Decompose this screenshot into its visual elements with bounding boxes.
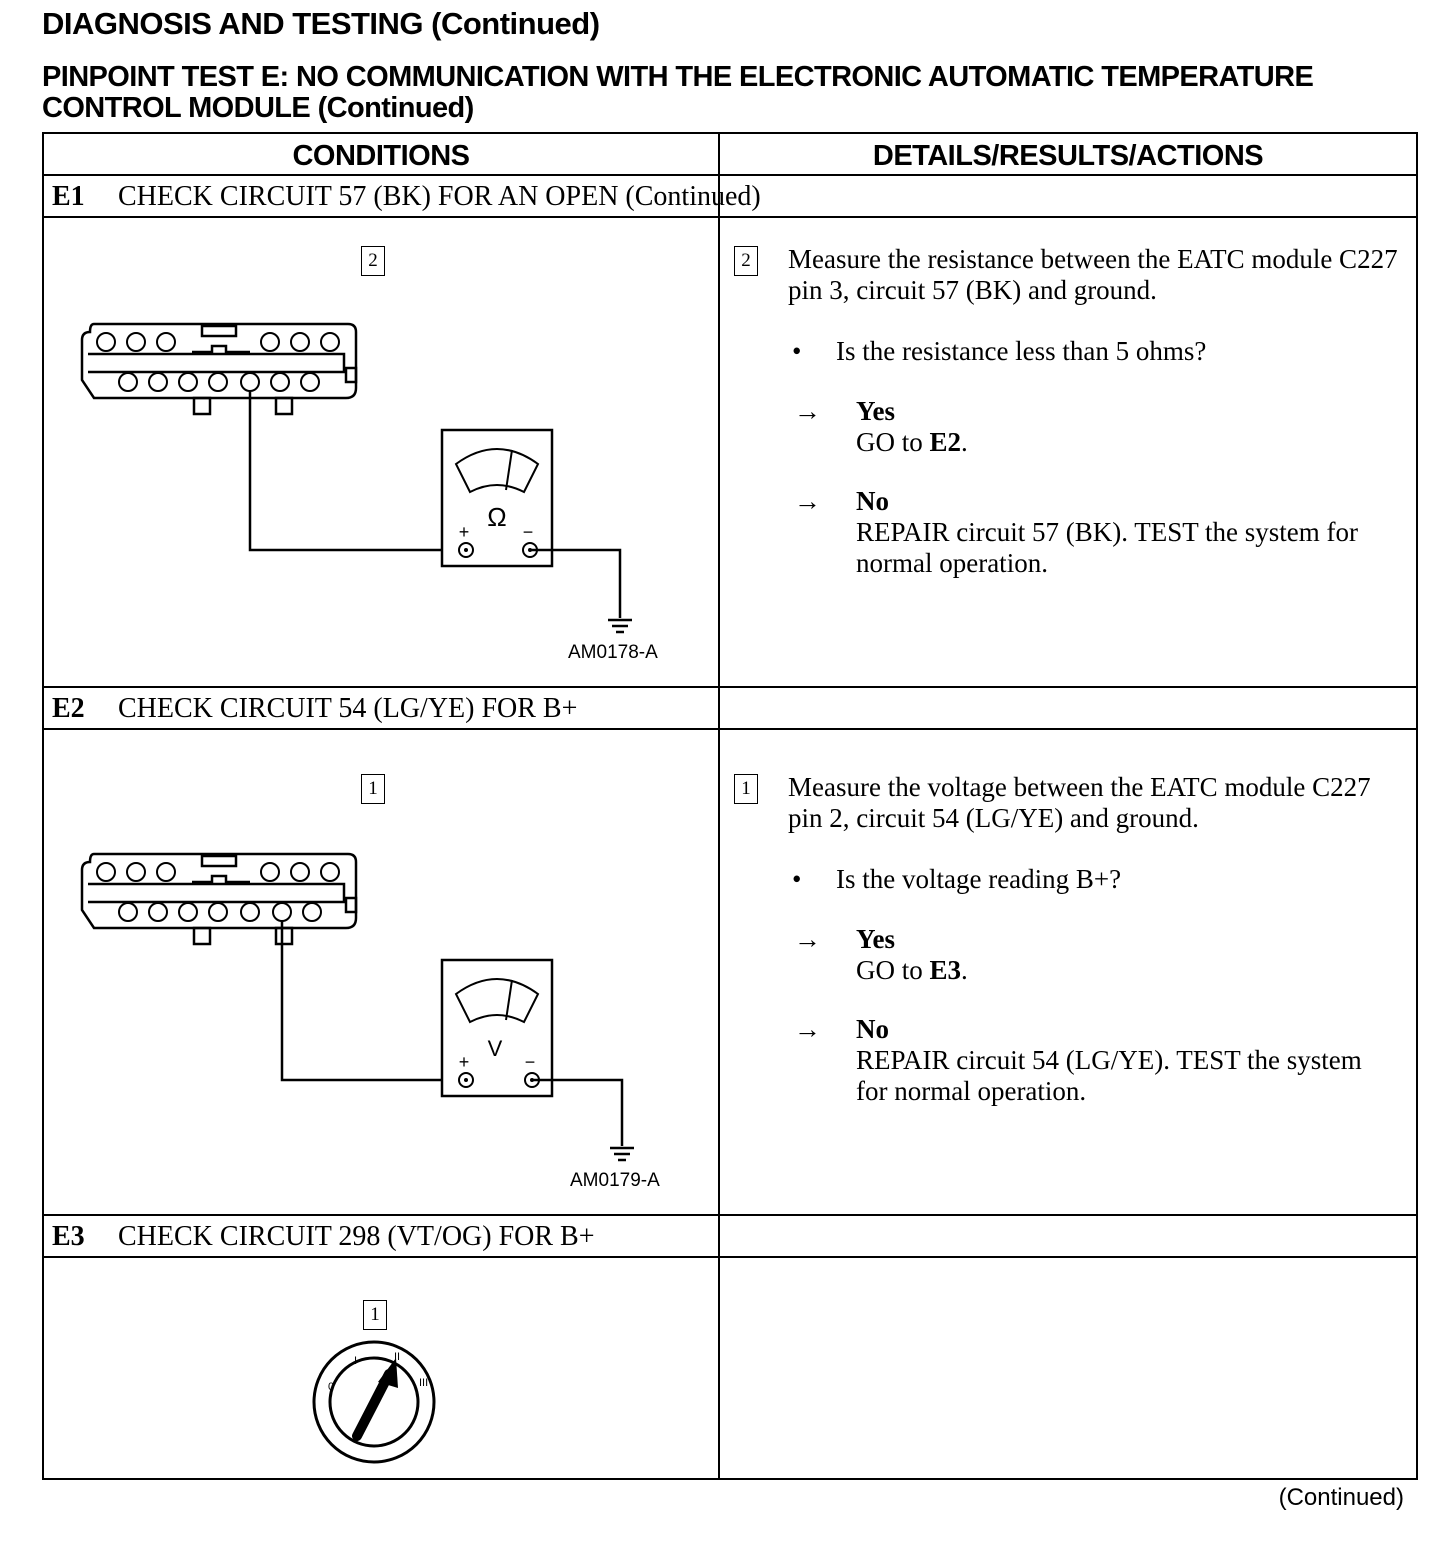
page-title: DIAGNOSIS AND TESTING (Continued) [42, 6, 600, 41]
step-title: CHECK CIRCUIT 54 (LG/YE) FOR B+ [118, 693, 578, 724]
no-label: No [856, 486, 889, 516]
arrow-icon: → [794, 486, 821, 516]
pinpoint-test-title: PINPOINT TEST E: NO COMMUNICATION WITH THE ELECTRONIC AUTOMATIC TEMPERATURE CONTROL MODULE (Continued) [42, 61, 1314, 124]
figure-step-number: 1 [363, 1300, 387, 1330]
yes-label: Yes [856, 396, 895, 426]
svg-text:+: + [458, 522, 470, 542]
column-header-details: DETAILS/RESULTS/ACTIONS [872, 140, 1264, 172]
no-action: REPAIR circuit 57 (BK). TEST the system for normal operation. [856, 517, 1358, 578]
svg-text:+: + [458, 1052, 470, 1072]
pinpoint-test-table [42, 132, 1418, 1480]
svg-text:−: − [524, 1052, 536, 1072]
meter-symbol: Ω [487, 502, 507, 532]
arrow-icon: → [794, 396, 821, 426]
ignition-mark: I [354, 1355, 358, 1367]
ignition-mark: II [394, 1351, 401, 1363]
step-id: E2 [52, 693, 85, 724]
ignition-switch-diagram [44, 134, 718, 1478]
arrow-icon: → [794, 924, 821, 954]
no-label: No [856, 1014, 889, 1044]
ignition-switch-icon [314, 1342, 434, 1462]
no-action: REPAIR circuit 54 (LG/YE). TEST the system for normal operation. [856, 1045, 1362, 1106]
svg-text:−: − [522, 522, 534, 542]
meter-symbol: V [487, 1036, 503, 1061]
column-header-conditions: CONDITIONS [292, 140, 470, 172]
bullet-icon: • [792, 336, 802, 366]
step-title: CHECK CIRCUIT 57 (BK) FOR AN OPEN (Continued) [118, 181, 761, 212]
step-id: E1 [52, 181, 85, 212]
step-instruction: Measure the voltage between the EATC module C227 pin 2, circuit 54 (LG/YE) and ground. [788, 772, 1371, 833]
step-instruction: Measure the resistance between the EATC module C227 pin 3, circuit 57 (BK) and ground. [788, 244, 1398, 305]
figure-id: AM0179-A [570, 1170, 660, 1191]
figure-step-number: 1 [361, 774, 385, 804]
ignition-mark: 0 [328, 1381, 335, 1393]
detail-step-number: 2 [734, 246, 758, 276]
figure-id: AM0178-A [568, 642, 658, 663]
yes-action: GO to E2. [856, 427, 968, 457]
figure-step-number: 2 [361, 246, 385, 276]
yes-label: Yes [856, 924, 895, 954]
step-question: Is the resistance less than 5 ohms? [836, 336, 1207, 366]
ignition-mark: III [419, 1377, 429, 1389]
yes-action: GO to E3. [856, 955, 968, 985]
continued-label: (Continued) [1278, 1484, 1404, 1511]
column-divider [718, 134, 720, 1478]
step-title: CHECK CIRCUIT 298 (VT/OG) FOR B+ [118, 1221, 595, 1252]
arrow-icon: → [794, 1014, 821, 1044]
step-question: Is the voltage reading B+? [836, 864, 1122, 894]
detail-step-number: 1 [734, 774, 758, 804]
bullet-icon: • [792, 864, 802, 894]
step-id: E3 [52, 1221, 85, 1252]
